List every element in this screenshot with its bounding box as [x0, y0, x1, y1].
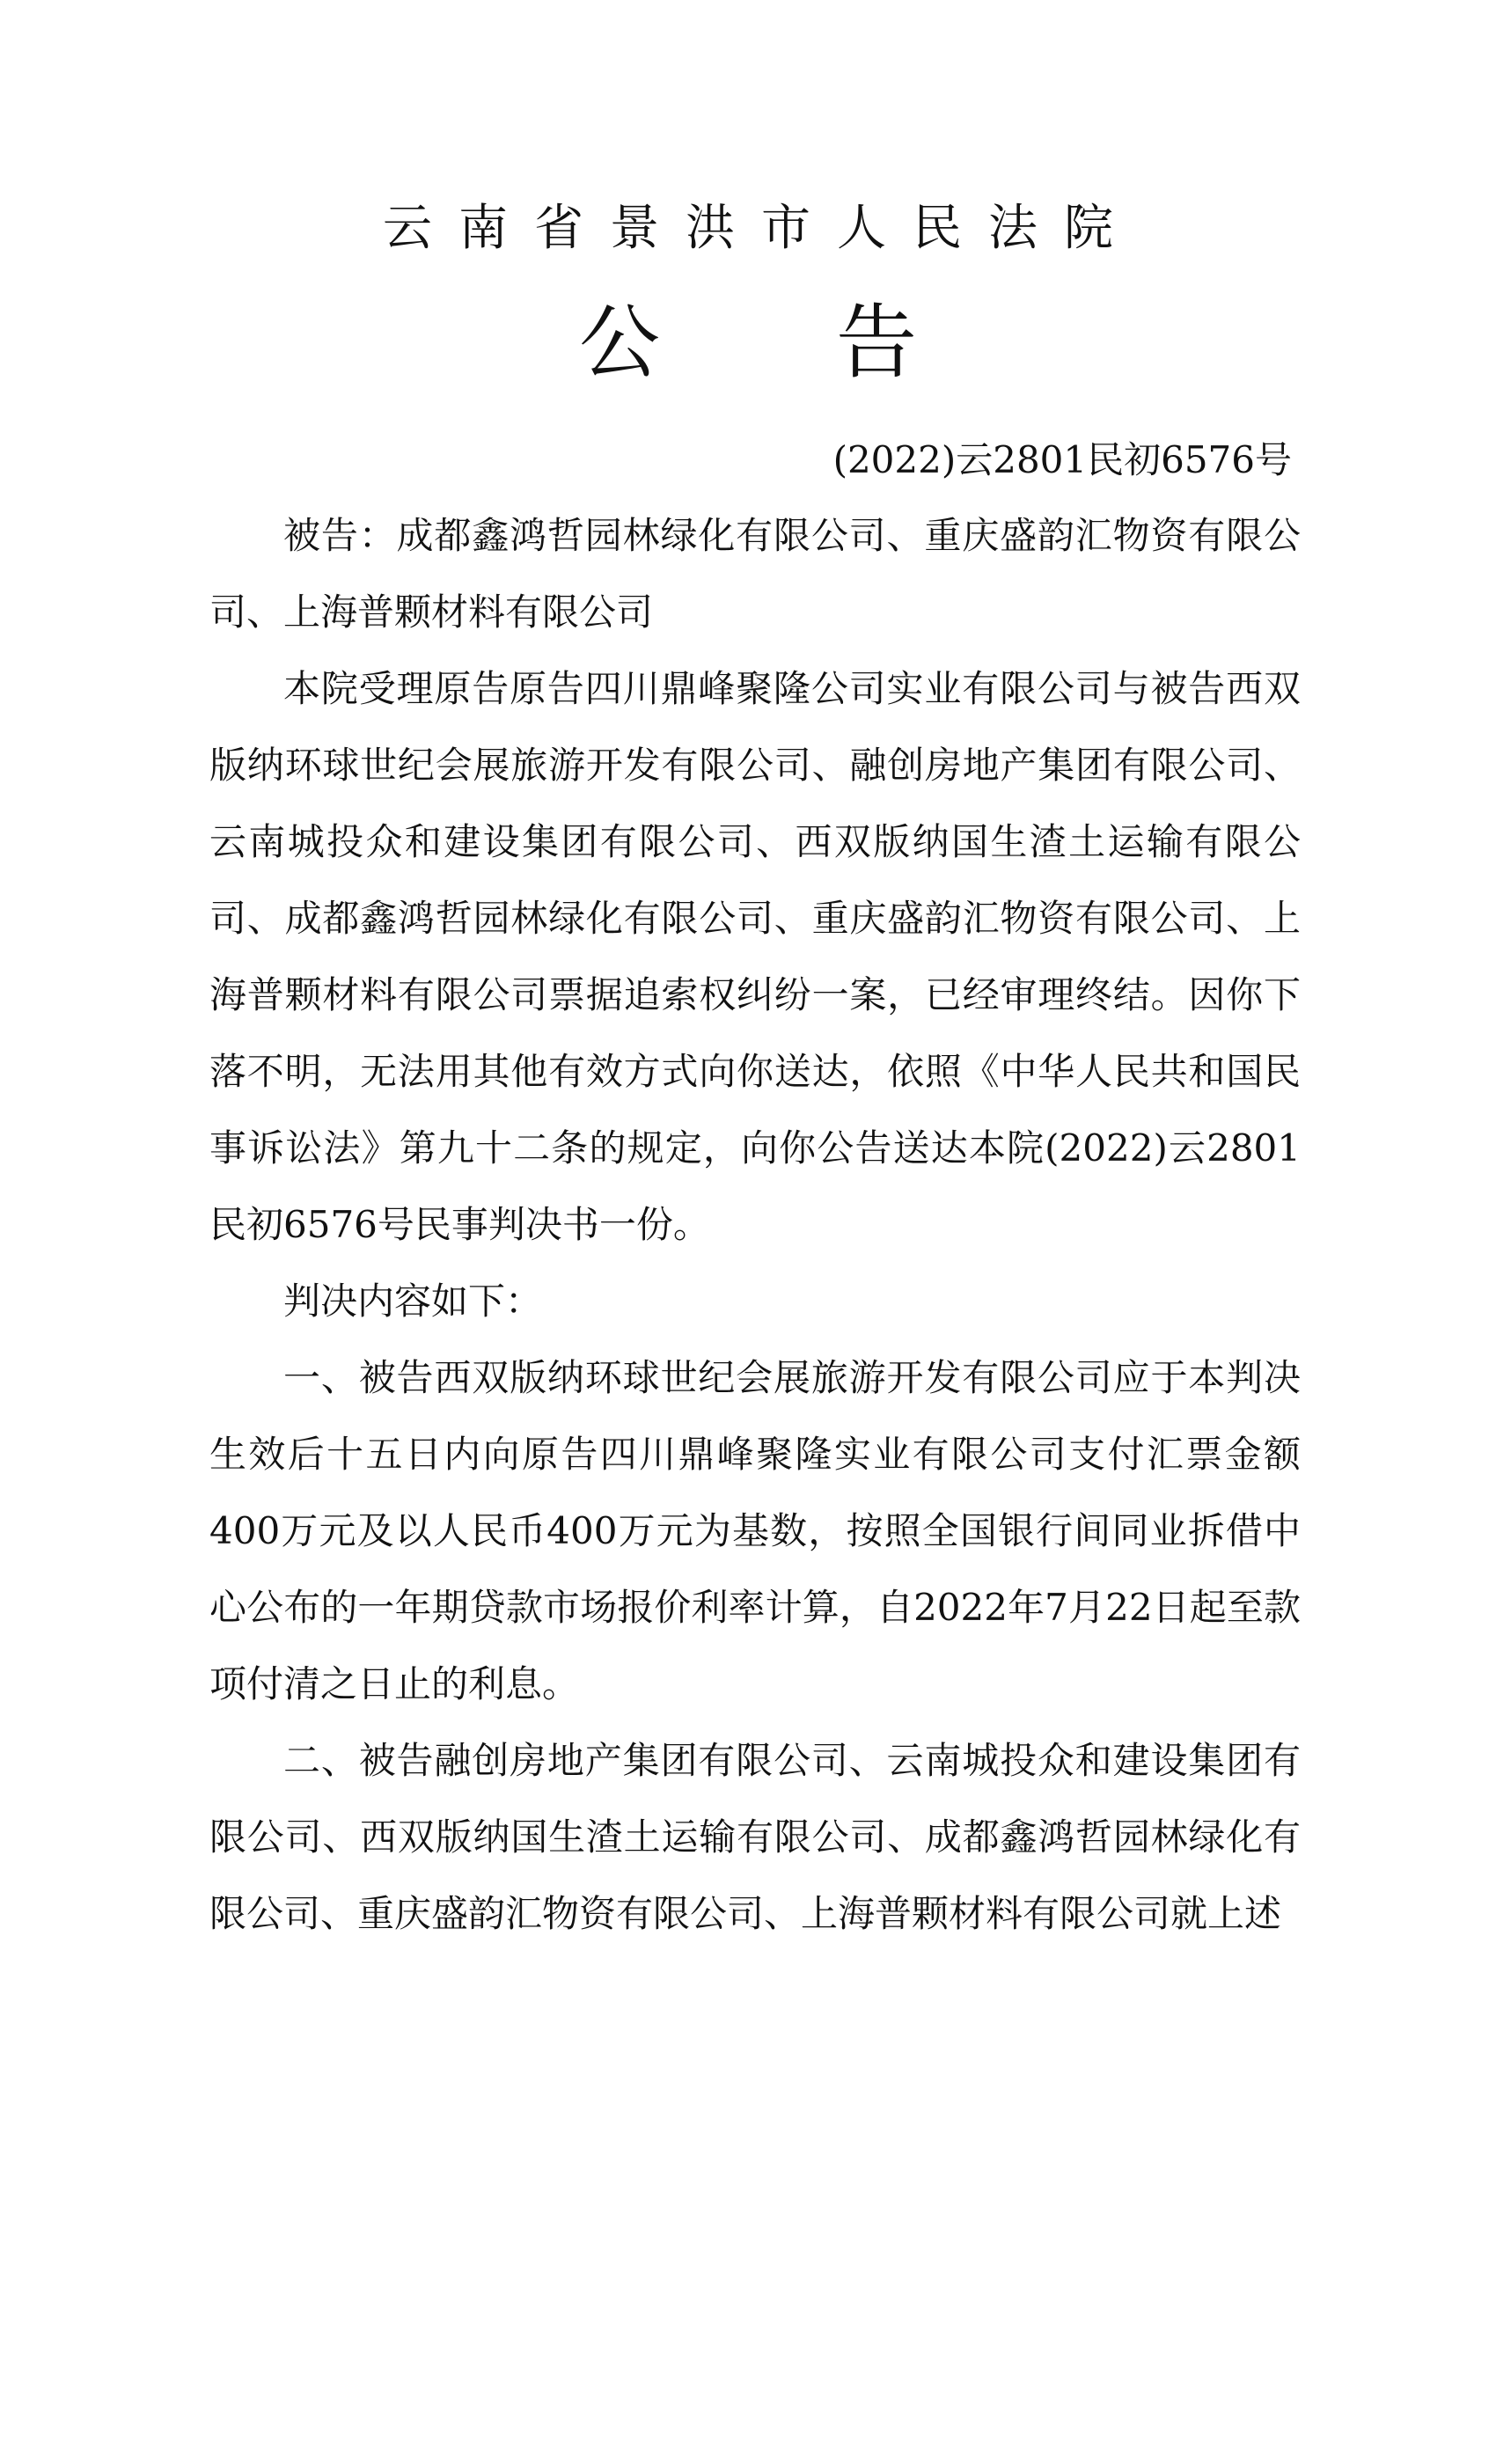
court-name: 云南省景洪市人民法院	[383, 200, 1140, 257]
announcement-body	[209, 497, 1301, 1952]
paragraph-case-summary: 本院受理原告原告四川鼎峰聚隆公司实业有限公司与被告西双版纳环球世纪会展旅游开发有限公司、融创房地产集团有限公司、云南城投众和建设集团有限公司、西双版纳国生渣土运输有限公司、成都鑫鸿哲园林绿化有限公司、重庆盛韵汇物资有限公司、上海普颗材料有限公司票据追索权纠纷一案，已经审理终结。因你下落不明，无法用其他有效方式向你送达，依照《中华人民共和国民事诉讼法》第九十二条的规定，向你公告送达本院(2022)云2801民初6576号民事判决书一份。	[209, 667, 1301, 1246]
paragraph-defendants: 被告：成都鑫鸿哲园林绿化有限公司、重庆盛韵汇物资有限公司、上海普颗材料有限公司	[209, 514, 1301, 634]
case-number: (2022)云2801民初6576号	[832, 438, 1292, 481]
document-title: 公告	[579, 296, 1093, 390]
paragraph-judgment-intro: 判决内容如下：	[283, 1280, 543, 1323]
paragraph-judgment-item-2: 二、被告融创房地产集团有限公司、云南城投众和建设集团有限公司、西双版纳国生渣土运输有限公司、成都鑫鸿哲园林绿化有限公司、重庆盛韵汇物资有限公司、上海普颗材料有限公司就上述	[209, 1739, 1301, 1935]
paragraph-judgment-item-1: 一、被告西双版纳环球世纪会展旅游开发有限公司应于本判决生效后十五日内向原告四川鼎峰聚隆实业有限公司支付汇票金额400万元及以人民币400万元为基数，按照全国银行间同业拆借中心公布的一年期贷款市场报价利率计算，自2022年7月22日起至款项付清之日止的利息。	[209, 1356, 1301, 1705]
